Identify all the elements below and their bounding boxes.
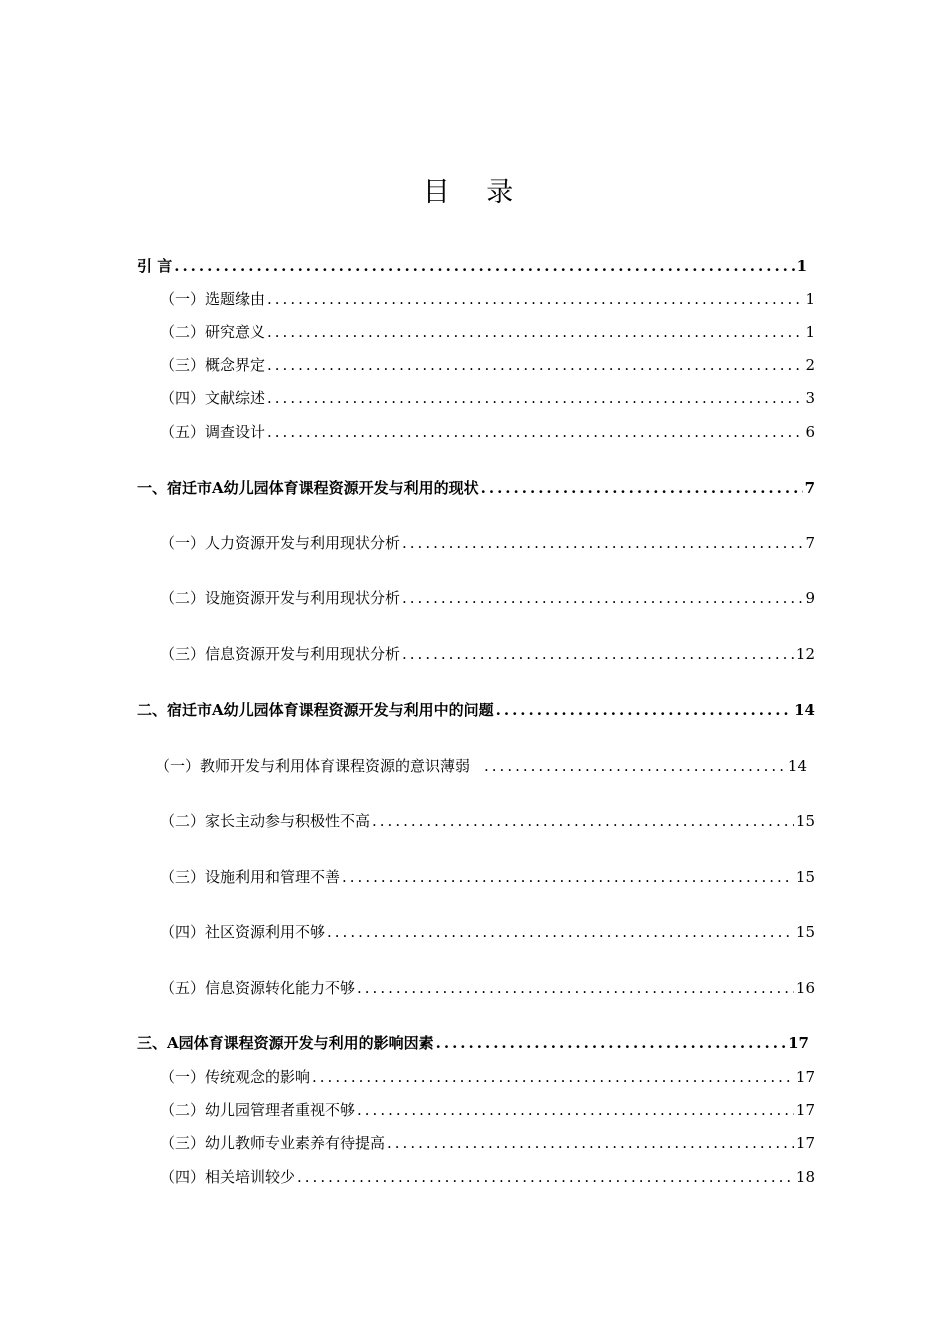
toc-page-number: 15: [795, 812, 815, 830]
toc-leader-dots: [402, 588, 803, 608]
toc-page-number: 1: [805, 323, 815, 341]
toc-entry-text: （二）研究意义: [160, 323, 266, 341]
toc-entry-text: （四）相关培训较少: [160, 1168, 296, 1186]
toc-entry[interactable]: [160, 1100, 815, 1120]
toc-page-number: 6: [805, 423, 815, 441]
toc-entry-text: （一）传统观念的影响: [160, 1068, 311, 1086]
toc-page-number: 17: [788, 1034, 809, 1052]
toc-entry[interactable]: [137, 256, 807, 276]
toc-leader-dots: [267, 289, 803, 309]
toc-entry[interactable]: [155, 756, 807, 776]
toc-leader-dots: [402, 533, 803, 553]
toc-page-number: 16: [795, 979, 815, 997]
toc-entry-text: 二、宿迁市A幼儿园体育课程资源开发与利用中的问题: [137, 701, 494, 719]
toc-leader-dots: [267, 422, 803, 442]
toc-entry[interactable]: [137, 478, 815, 498]
toc-entry[interactable]: [160, 588, 815, 608]
toc-entry-text: （三）信息资源开发与利用现状分析: [160, 645, 401, 663]
toc-leader-dots: [267, 355, 803, 375]
toc-entry-text: 一、宿迁市A幼儿园体育课程资源开发与利用的现状: [137, 479, 479, 497]
toc-page-number: 15: [795, 923, 815, 941]
toc-leader-dots: [312, 1067, 794, 1087]
toc-entry-text: （三）设施利用和管理不善: [160, 868, 341, 886]
toc-entry[interactable]: [137, 700, 815, 720]
toc-page-number: 14: [794, 701, 815, 719]
toc-entry[interactable]: [160, 1133, 815, 1153]
toc-page-number: 1: [805, 290, 815, 308]
toc-entry[interactable]: [137, 1033, 809, 1053]
toc-page-number: 17: [795, 1068, 815, 1086]
toc-leader-dots: [402, 644, 794, 664]
toc-entry[interactable]: [160, 1167, 815, 1187]
toc-entry-text: （四）社区资源利用不够: [160, 923, 326, 941]
toc-entry[interactable]: [160, 867, 815, 887]
toc-entry-text: （三）幼儿教师专业素养有待提高: [160, 1134, 386, 1152]
toc-leader-dots: [357, 978, 794, 998]
toc-entry-text: （一）选题缘由: [160, 290, 266, 308]
toc-page-number: 15: [795, 868, 815, 886]
toc-page-number: 18: [795, 1168, 815, 1186]
toc-leader-dots: [174, 256, 794, 276]
toc-entry[interactable]: [160, 922, 815, 942]
toc-entry[interactable]: [160, 811, 815, 831]
toc-leader-dots: [372, 811, 794, 831]
toc-leader-dots: [481, 478, 803, 498]
toc-page-number: 2: [805, 356, 815, 374]
toc-entry-text: （四）文献综述: [160, 389, 266, 407]
toc-entry-text: （五）调查设计: [160, 423, 266, 441]
toc-entry[interactable]: [160, 422, 815, 442]
toc-entry[interactable]: [160, 644, 815, 664]
toc-entry[interactable]: [160, 289, 815, 309]
toc-entry[interactable]: [160, 355, 815, 375]
toc-entry-text: （三）概念界定: [160, 356, 266, 374]
toc-entry-text: （二）幼儿园管理者重视不够: [160, 1101, 356, 1119]
toc-entry-text: （一）人力资源开发与利用现状分析: [160, 534, 401, 552]
toc-leader-dots: [267, 322, 803, 342]
toc-entry[interactable]: [160, 978, 815, 998]
toc-page-number: 7: [805, 534, 815, 552]
toc-leader-dots: [297, 1167, 794, 1187]
toc-page-number: 17: [795, 1134, 815, 1152]
toc-page-number: 12: [795, 645, 815, 663]
toc-entry[interactable]: [160, 388, 815, 408]
toc-leader-dots: [496, 700, 792, 720]
page-title: 目 录: [422, 177, 528, 208]
toc-page-number: 17: [795, 1101, 815, 1119]
toc-entry-text: 引 言: [137, 257, 173, 275]
toc-entry[interactable]: [160, 533, 815, 553]
toc-leader-dots: [387, 1133, 794, 1153]
toc-leader-dots: [357, 1100, 794, 1120]
toc-entry[interactable]: [160, 322, 815, 342]
toc-leader-dots: [267, 388, 803, 408]
toc-page-number: 3: [805, 389, 815, 407]
toc-entry-text: （五）信息资源转化能力不够: [160, 979, 356, 997]
toc-leader-dots: [484, 756, 786, 776]
toc-page-number: 7: [804, 479, 815, 497]
toc-page-number: 14: [787, 757, 807, 775]
toc-entry-text: （一）教师开发与利用体育课程资源的意识薄弱: [155, 757, 471, 775]
toc-entry[interactable]: [160, 1067, 815, 1087]
toc-entry-text: （二）设施资源开发与利用现状分析: [160, 589, 401, 607]
toc-page-number: 9: [805, 589, 815, 607]
toc-entry-text: （二）家长主动参与积极性不高: [160, 812, 371, 830]
toc-leader-dots: [327, 922, 794, 942]
toc-leader-dots: [436, 1033, 786, 1053]
toc-entry-text: 三、A园体育课程资源开发与利用的影响因素: [137, 1034, 434, 1052]
toc-leader-dots: [342, 867, 794, 887]
toc-page-number: 1: [796, 257, 807, 275]
